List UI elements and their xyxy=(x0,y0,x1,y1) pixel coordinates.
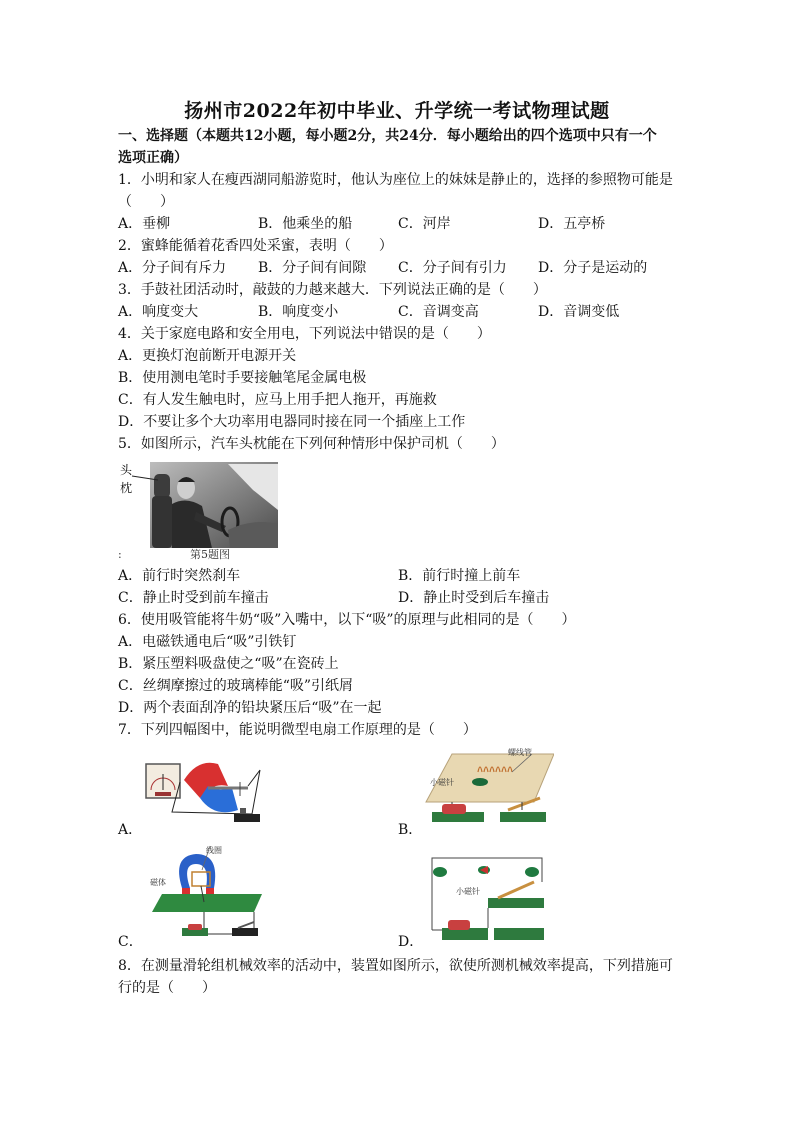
q4-option-d: D．不要让多个大功率用电器同时接在同一个插座上工作 xyxy=(118,414,466,430)
q2-option-a: A．分子间有斥力 xyxy=(118,260,227,276)
q8-stem-cont: 行的是（ ） xyxy=(118,980,216,996)
q4-option-a: A．更换灯泡前断开电源开关 xyxy=(118,348,297,364)
q3-option-d: D．音调变低 xyxy=(538,304,620,320)
q5-option-b: B．前行时撞上前车 xyxy=(398,568,521,584)
q5-option-a: A．前行时突然刹车 xyxy=(118,568,241,584)
q6-option-b: B．紧压塑料吸盘使之“吸”在瓷砖上 xyxy=(118,656,339,672)
q7-option-a: A． xyxy=(118,822,143,838)
q3-option-c: C．音调变高 xyxy=(398,304,479,320)
q7-figure-c-label-magnet: 磁体 xyxy=(150,878,166,887)
q7-figure-b-label-solenoid: 螺线管 xyxy=(508,748,532,757)
q7-figure-d xyxy=(424,852,550,944)
q5-option-d: D．静止时受到后车撞击 xyxy=(398,590,550,606)
q5-option-c: C．静止时受到前车撞击 xyxy=(118,590,269,606)
q6-option-c: C．丝绸摩擦过的玻璃棒能“吸”引纸屑 xyxy=(118,678,354,694)
q5-stem: 5．如图所示，汽车头枕能在下列何种情形中保护司机（ ） xyxy=(118,436,505,452)
q3-stem: 3．手鼓社团活动时，敲鼓的力越来越大．下列说法正确的是（ ） xyxy=(118,282,547,298)
q1-option-a: A．垂柳 xyxy=(118,216,171,232)
q4-option-b: B．使用测电笔时手要接触笔尾金属电极 xyxy=(118,370,367,386)
q7-figure-a xyxy=(142,752,272,832)
q4-option-c: C．有人发生触电时，应马上用手把人拖开，再施救 xyxy=(118,392,437,408)
q7-figure-b-label-compass: 小磁针 xyxy=(430,778,454,787)
q1-stem: 1．小明和家人在瘦西湖同船游览时，他认为座位上的妹妹是静止的，选择的参照物可能是 xyxy=(118,172,673,188)
q7-option-d: D． xyxy=(398,934,424,950)
q2-option-b: B．分子间有间隙 xyxy=(258,260,367,276)
q7-stem: 7．下列四幅图中，能说明微型电扇工作原理的是（ ） xyxy=(118,722,477,738)
q7-option-c: C． xyxy=(118,934,143,950)
q2-option-c: C．分子间有引力 xyxy=(398,260,507,276)
page-title: 扬州市2022年初中毕业、升学统一考试物理试题 xyxy=(184,100,610,122)
section-heading-cont: 选项正确） xyxy=(118,150,188,166)
q2-stem: 2．蜜蜂能循着花香四处采蜜，表明（ ） xyxy=(118,238,393,254)
q5-figure-label-1: 头 xyxy=(120,463,133,477)
q5-caption-mark: : xyxy=(118,548,122,561)
q1-option-c: C．河岸 xyxy=(398,216,451,232)
q7-figure-d-label-compass: 小磁针 xyxy=(456,887,480,896)
q1-stem-cont: （ ） xyxy=(118,194,174,210)
q7-option-b: B． xyxy=(398,822,423,838)
q7-figure-c-label-coil: 线圈 xyxy=(206,846,222,855)
section-heading: 一、选择题（本题共12小题，每小题2分，共24分．每小题给出的四个选项中只有一个 xyxy=(118,128,657,144)
q6-stem: 6．使用吸管能将牛奶“吸”入嘴中，以下“吸”的原理与此相同的是（ ） xyxy=(118,612,576,628)
q4-stem: 4．关于家庭电路和安全用电，下列说法中错误的是（ ） xyxy=(118,326,491,342)
q3-option-a: A．响度变大 xyxy=(118,304,199,320)
q6-option-d: D．两个表面刮净的铅块紧压后“吸”在一起 xyxy=(118,700,382,716)
q1-option-d: D．五亭桥 xyxy=(538,216,606,232)
q5-caption: 第5题图 xyxy=(190,548,230,561)
q3-option-b: B．响度变小 xyxy=(258,304,339,320)
q2-option-d: D．分子是运动的 xyxy=(538,260,648,276)
q6-option-a: A．电磁铁通电后“吸”引铁钉 xyxy=(118,634,297,650)
q8-stem: 8．在测量滑轮组机械效率的活动中，装置如图所示，欲使所测机械效率提高，下列措施可 xyxy=(118,958,673,974)
q1-option-b: B．他乘坐的船 xyxy=(258,216,353,232)
q5-figure-label-2: 枕 xyxy=(120,481,133,495)
